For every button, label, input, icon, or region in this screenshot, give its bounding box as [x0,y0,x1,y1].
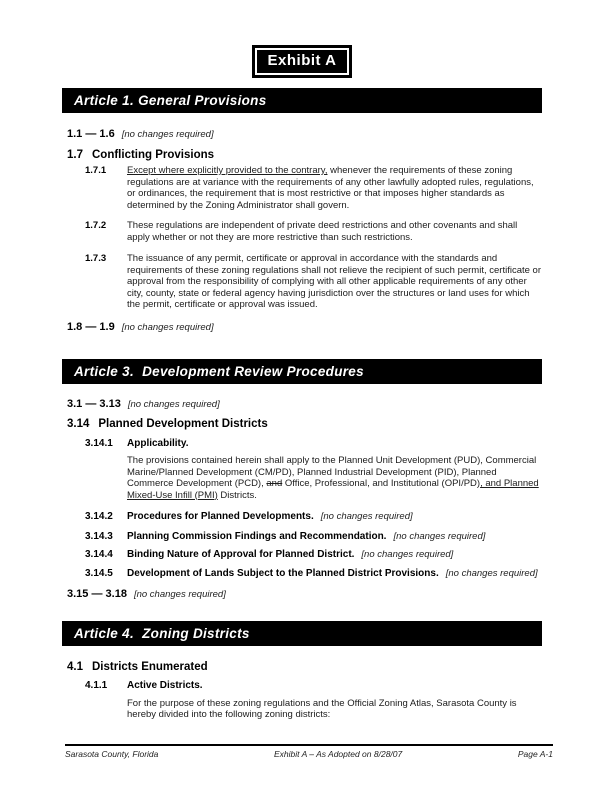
section-heading-4-1 [62,660,542,674]
clause-number: 4.1.1 [85,680,108,691]
body-text-strikethrough: and [266,478,283,489]
page-content [62,45,542,721]
range-number: 1.8 — 1.9 [67,320,115,333]
section-number: 1.7 [67,149,83,161]
clause-number: 3.14.1 [85,437,113,449]
section-title: Conflicting Provisions [92,149,215,161]
clause-number: 1.7.2 [85,220,107,231]
clause-number: 3.14.3 [85,530,113,542]
section-range-3-1-to-3-13 [62,396,542,412]
clause-number: 3.14.2 [85,511,113,522]
clause-title: Planning Commission Findings and Recommendation. [127,530,387,542]
section-range-3-15-to-3-18 [62,586,542,602]
range-number: 3.1 — 3.13 [67,397,121,410]
section-range-1-1-to-1-6 [62,126,542,142]
footer-left: Sarasota County, Florida [65,749,159,759]
clause-heading-3-14-3 [62,531,542,544]
body-text: The provisions contained herein shall apply to the Planned Unit Development (PUD), Commercial Marine/Planned Development (CM/PD), Planned Industrial Development (PID), Planned Commerce Development (PCD), [127,455,537,489]
clause-1-7-3 [62,253,542,311]
no-changes-note: [no changes required] [393,530,486,542]
section-number: 3.14 [67,417,90,430]
no-changes-note: [no changes required] [445,567,538,579]
clause-heading-3-14-4 [62,549,542,562]
clause-text: These regulations are independent of private deed restrictions and other covenants and shall apply whether or not they are more restrictive than such restrictions. [127,220,518,243]
body-text: Districts. [217,489,257,501]
clause-title: Active Districts. [127,680,203,691]
section-title: Districts Enumerated [92,661,208,673]
exhibit-title: Exhibit A [255,48,350,75]
clause-text: The issuance of any permit, certificate or approval in accordance with the standards and requirements of these zoning regulations shall not relieve the recipient of such permit, certificate or approval from the responsibility of complying with all other applicable requirements of any other city, county, state or federal agency having jurisdiction over the structures or land uses for which the permit, certificate or approval was issued. [127,253,541,310]
no-changes-note: [no changes required] [320,511,413,522]
footer-center: Exhibit A – As Adopted on 8/28/07 [274,749,403,759]
article-3-banner-title: Article 3. Development Review Procedures [74,363,364,379]
clause-title: Applicability. [127,437,189,449]
no-changes-note: [no changes required] [121,321,214,333]
range-number: 3.15 — 3.18 [67,588,127,600]
body-text-underlined: , and Planned Mixed-Use Infill (PMI) [127,478,539,501]
no-changes-note: [no changes required] [361,549,454,560]
section-heading-3-14 [62,417,542,431]
article-4-banner [62,621,542,646]
article-3-banner [62,359,542,384]
body-text: For the purpose of these zoning regulations and the Official Zoning Atlas, Sarasota County is hereby divided into the following zoning districts: [127,697,517,720]
clause-number: 1.7.3 [85,253,107,264]
no-changes-note: [no changes required] [121,129,214,140]
article-1-banner [62,88,542,113]
footer-right: Page A-1 [517,749,553,759]
section-title: Planned Development Districts [98,417,268,430]
clause-text: whenever the requirements of these zoning regulations are at variance with the requirements of any other lawfully adopted rules, regulations, or ordinances, the requirement that is most restrictive or that imposes higher standards as determined by the Zoning Administrator shall govern. [127,165,534,211]
exhibit-title-row [62,45,542,79]
clause-heading-3-14-1 [62,438,542,451]
article-4-banner-title: Article 4. Zoning Districts [74,626,250,641]
clause-heading-3-14-2 [62,511,542,524]
exhibit-title-box [252,45,353,78]
clause-3-14-1-body [62,455,542,501]
section-number: 4.1 [67,661,83,673]
section-range-1-8-to-1-9 [62,319,542,335]
no-changes-note: [no changes required] [127,398,220,410]
clause-text-underlined: Except where explicitly provided to the contrary, [127,165,328,176]
clause-number: 1.7.1 [85,165,107,176]
article-1-banner-title: Article 1. General Provisions [74,93,267,108]
clause-heading-3-14-5 [62,568,542,581]
clause-heading-4-1-1 [62,680,542,693]
page-footer [65,744,553,759]
clause-4-1-1-body [62,698,542,721]
clause-1-7-1 [62,165,542,211]
clause-title: Development of Lands Subject to the Planned District Provisions. [127,567,439,579]
no-changes-note: [no changes required] [133,589,226,600]
body-text: Office, Professional, and Institutional (OPI/PD) [282,478,481,489]
clause-number: 3.14.4 [85,549,113,560]
clause-title: Procedures for Planned Developments. [127,511,314,522]
clause-title: Binding Nature of Approval for Planned District. [127,549,355,560]
clause-number: 3.14.5 [85,567,113,579]
range-number: 1.1 — 1.6 [67,128,115,140]
section-heading-1-7 [62,148,542,162]
clause-1-7-2 [62,220,542,243]
